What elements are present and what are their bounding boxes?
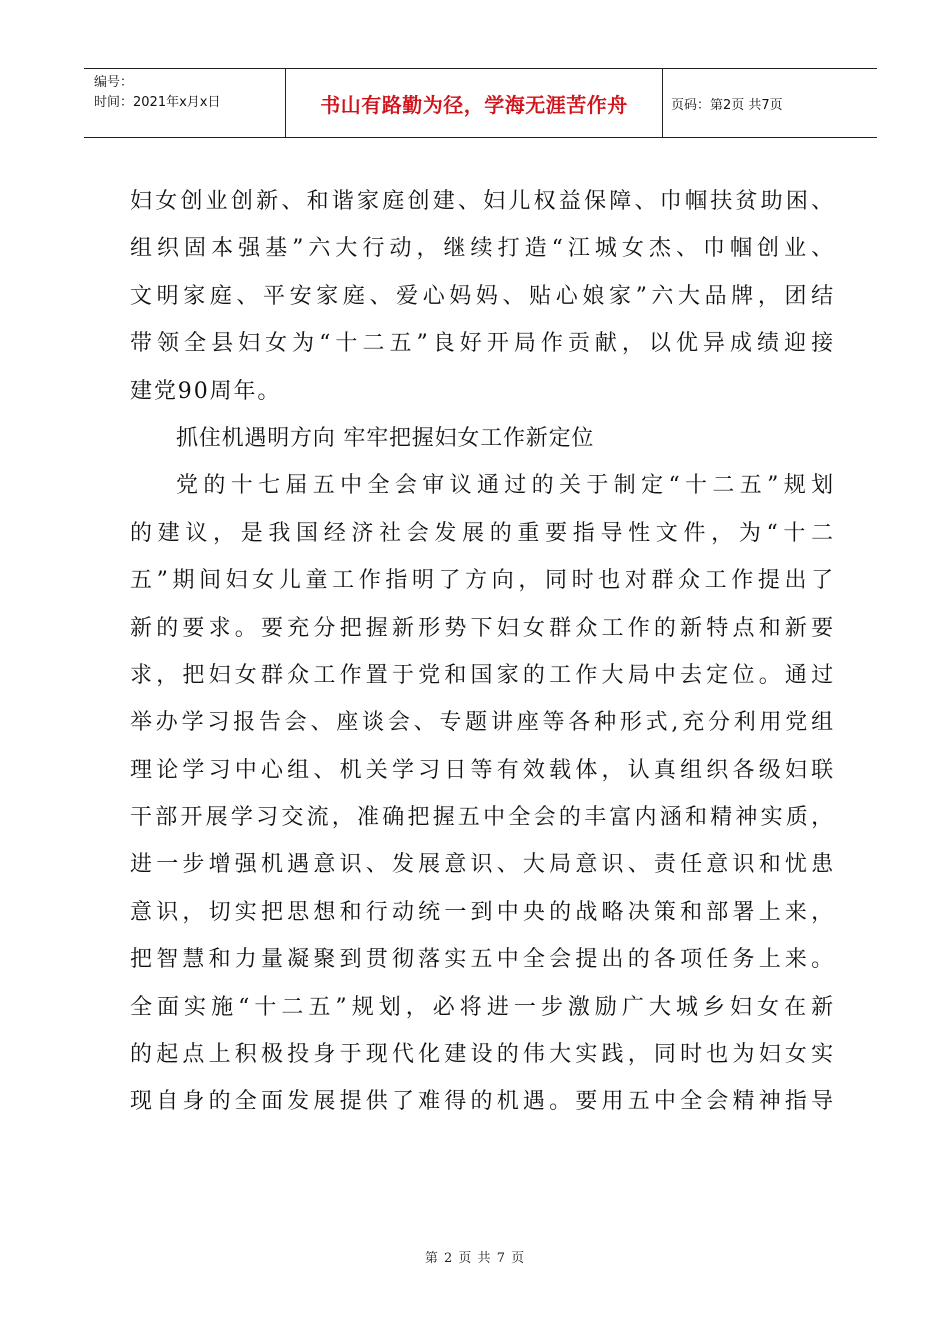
header-meta <box>84 69 286 137</box>
body-line: 建党90周年。 <box>130 378 282 404</box>
body-line: 全面实施“十二五”规划，必将进一步激励广大城乡妇女在新 <box>130 994 835 1020</box>
document-body <box>130 178 835 1126</box>
body-line: 带领全县妇女为“十二五”良好开局作贡献，以优异成绩迎接 <box>130 331 835 357</box>
body-line: 把智慧和力量凝聚到贯彻落实五中全会提出的各项任务上来。 <box>130 947 835 973</box>
body-line: 求，把妇女群众工作置于党和国家的工作大局中去定位。通过 <box>130 662 835 688</box>
header-page-label: 页码：第2页 共7页 <box>671 97 783 113</box>
header-number-label: 编号： <box>94 75 134 90</box>
body-line: 现自身的全面发展提供了难得的机遇。要用五中全会精神指导 <box>130 1089 835 1115</box>
body-line: 的起点上积极投身于现代化建设的伟大实践，同时也为妇女实 <box>130 1042 835 1068</box>
page-header <box>84 68 877 138</box>
body-line: 妇女创业创新、和谐家庭创建、妇儿权益保障、巾帼扶贫助困、 <box>130 189 835 214</box>
body-line: 五”期间妇女儿童工作指明了方向，同时也对群众工作提出了 <box>130 568 835 594</box>
body-line: 理论学习中心组、机关学习日等有效载体，认真组织各级妇联 <box>130 757 835 783</box>
body-line: 新的要求。要充分把握新形势下妇女群众工作的新特点和新要 <box>130 615 835 641</box>
body-line: 组织固本强基”六大行动，继续打造“江城女杰、巾帼创业、 <box>130 236 835 262</box>
header-motto: 书山有路勤为径，学海无涯苦作舟 <box>286 69 663 137</box>
body-line: 举办学习报告会、座谈会、专题讲座等各种形式,充分利用党组 <box>130 710 835 736</box>
body-line: 意识，切实把思想和行动统一到中央的战略决策和部署上来， <box>130 899 835 925</box>
body-line: 的建议，是我国经济社会发展的重要指导性文件，为“十二 <box>130 520 835 546</box>
page-footer: 第 2 页 共 7 页 <box>424 1251 526 1266</box>
body-line: 党的十七届五中全会审议通过的关于制定“十二五”规划 <box>176 473 835 499</box>
section-heading: 抓住机遇明方向 牢牢把握妇女工作新定位 <box>176 425 595 451</box>
header-time-label: 时间：2021年x月x日 <box>94 95 221 110</box>
body-line: 干部开展学习交流，准确把握五中全会的丰富内涵和精神实质， <box>130 805 835 831</box>
body-line: 进一步增强机遇意识、发展意识、大局意识、责任意识和忧患 <box>130 852 835 878</box>
body-line: 文明家庭、平安家庭、爱心妈妈、贴心娘家”六大品牌，团结 <box>130 283 835 309</box>
